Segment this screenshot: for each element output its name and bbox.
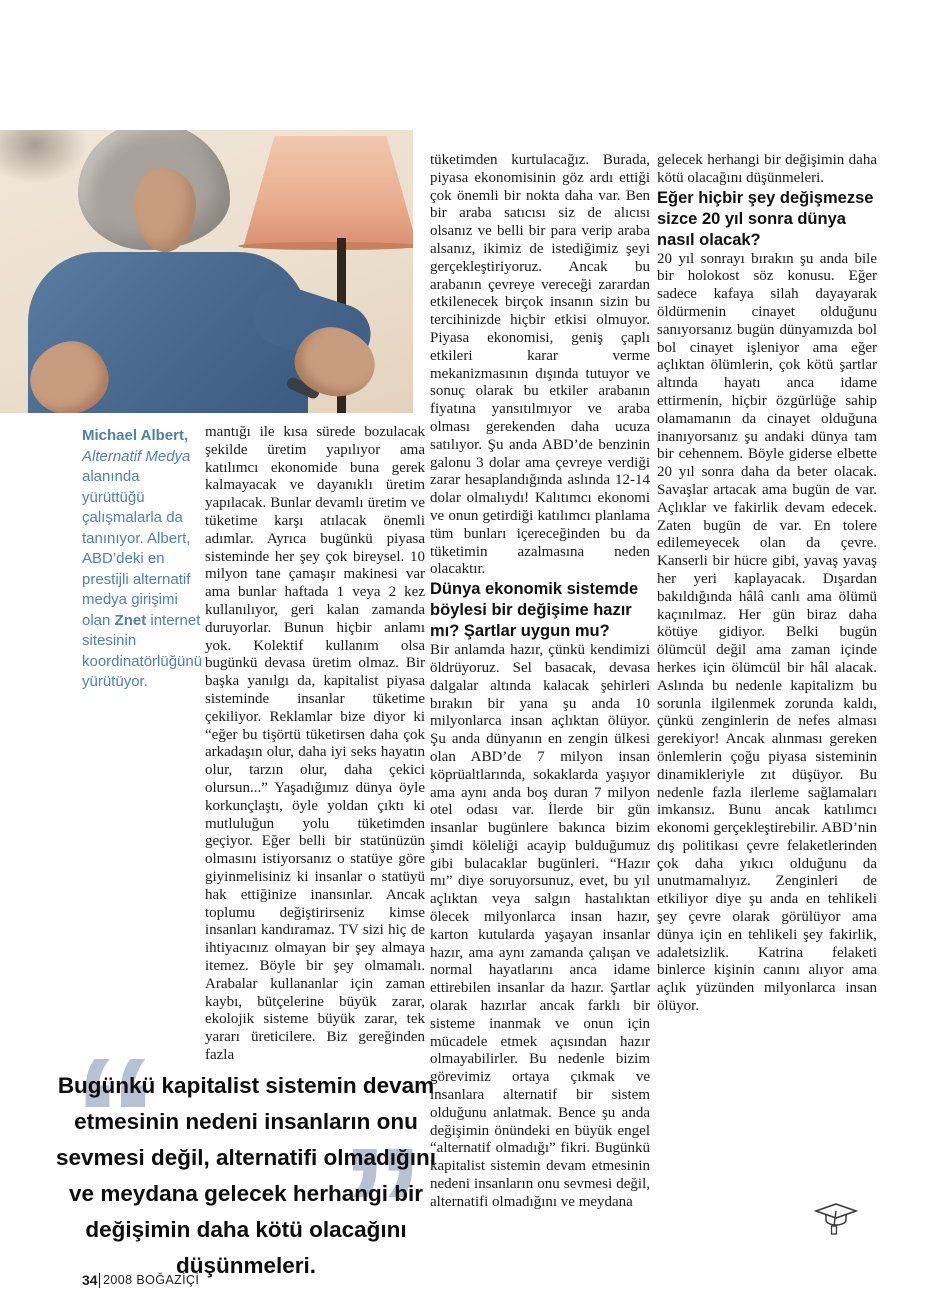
graduation-cap-icon (810, 1198, 862, 1238)
question-heading-20-years: Eğer hiçbir şey değişmezse sizce 20 yıl sonra dünya nasıl olacak? (657, 188, 874, 249)
open-quote-icon: “ (73, 1023, 158, 1213)
close-quote-icon: ” (340, 1113, 425, 1303)
question-heading-economy: Dünya ekonomik sistemde böylesi bir değişime hazır mı? Şartlar uygun mu? (430, 580, 639, 641)
photo-caption (82, 426, 204, 693)
paragraph: mantığı ile kısa sürede bozulacak şekilde üretim yapılıyor ama katılımcı ekonomide buna gerek kalmayacak ve dayanıklı üretim yapılacak. Bunlar devamlı üretim ve tüketime karşı atılacak önemli adımlar. Ayrıca bugünkü piyasa sisteminde her şey çok bireysel. 10 milyon tane çamaşır makinesi var ama bunlar haftada 1 veya 2 kez kullanılıyor, geri kalan zamanda duruyorlar. Bunun hiçbir anlamı yok. Kolektif kullanım olsa bugünkü devasa üretim olmaz. Bir başka yanılgı da, kapitalist piyasa sisteminde insanlar tüketime çekiliyor. Reklamlar bize diyor ki “eğer bu tişörtü tüketirsen daha çok arkadaşın olur, daha iyi seks hayatın olur, tarzın olur, daha çekici olursun...” Yaşadığımız dünya öyle korkunçlaştı, öyle yoldan çıktı ki mutluluğun yolu tüketimden geçiyor. Eğer belli bir statünüzün olmasını istiyorsanız o statüye göre giyinmelisiniz ki insanlar o statüyü hak ettiğinize inansınlar. Ancak toplumu değiştirirseniz kimse insanları kandıramaz. TV sizi hiç de ihtiyacınız olmayan bir şey almaya itemez. Böyle bir şey olmamalı. Arabalar kullananlar için zaman kaybı, bütçelerine büyük zarar, ekolojik sisteme büyük zarar, tek yararı üreticilere. Biz gereğinden fazla (205, 424, 425, 1063)
caption-name: Michael Albert, (82, 427, 189, 444)
caption-text: alanında yürüttüğü çalışmalarla da tanınıyor. Albert, ABD’deki en prestijli alternatif medya girişimi olan (82, 468, 191, 629)
paragraph: tüketimden kurtulacağız. Burada, piyasa ekonomisinin göz ardı ettiği çok önemli bir nokta daha var. Ben bir araba satıcısı siz de alıcısı olsanız ve belli bir para verip araba alsanız, ikimiz de istediğimiz şeyi gerçekleştiriyoruz. Ancak bu arabanın çevreye vereceği zarardan etkilenecek birçok insanın sizin bu tercihinizde hiçbir etkisi olmuyor. Piyasa ekonomisi, geniş çaplı etkileri karar verme mekanizmasının dışında tutuyor ve sonuç olarak bu etkiler arabanın fiyatına yansıtılmıyor ve araba olması gerekenden daha ucuza satılıyor. Şu anda ABD’de benzinin galonu 3 dolar ama çevreye verdiği zarar hesaplandığında aslında 12-14 dolar olmalıydı! Kalıtımcı ekonomi ve onun getirdiği katılımcı planlama tüm bunları içereceğinden bu da tüketimin azalmasına neden olacaktır. (430, 152, 650, 578)
page-number: 34 (82, 1272, 98, 1288)
body-column-2 (205, 424, 425, 1065)
body-column-4 (657, 152, 877, 1016)
body-column-3 (430, 152, 650, 1212)
lamp-rim (238, 242, 413, 250)
caption-tail: internet sitesinin koordinatörlüğünü yürütüyor. (82, 611, 203, 690)
caption-znet: Znet (114, 611, 147, 629)
paragraph: 20 yıl sonrayı bırakın şu anda bile bir holokost söz konusu. Eğer sadece kafaya silah dayayarak öldürmenin cinayet olduğunu sanıyorsanız bugün dünyamızda bol bol cinayet işleniyor ama eğer açlıktan ölümlerin, çok kötü şartlar altında hayatı anca idame ettirmenin, hiçbir özgürlüğe sahip olamamanın da cinayet olduğuna inanıyorsanız şu andaki dünya tam bir cehennem. Böyle giderse elbette 20 yıl sonra daha da beter olacak. Savaşlar artacak ama bugün de var. Açlıklar ve fakirlik devam edecek. Zaten bugün de var. En tolere edilemeyecek olan da çevre. Kanserli bir hücre gibi, yavaş yavaş her yeri kaplayacak. Dışardan bakıldığında hâlâ canlı ama ölümü kaçınılmaz. Her gün biraz daha kötüye gidiyor. Belki bugün ölümcül değil ama zaman içinde herkes için ölümcül bir hâl alacak. Aslında bu nedenle kapitalizm bu sorunla ilgilenmek zorunda kaldı, çünkü zenginlerin de nefes alması gerekiyor! Ancak alınması gereken önlemlerin çoğu piyasa sisteminin dinamikleriyle zıt düşüyor. Bu nedenle fazla ilerleme sağlamaları imkansız. Bunu ancak katılımcı ekonomi gerçekleştirebilir. ABD’nin dış politikası çevre felaketlerinden çok daha yıkıcı olduğunu da unutmamalıyız. Zenginleri de etkiliyor diye şu anda en tehlikeli şey çevre olarak görülüyor ama dünya için en tehlikeli şey fakirlik, adaletsizlik. Katrina felaketi binlerce kişinin canını alıyor ama açlık yüzünden milyonlarca insan ölüyor. (657, 250, 877, 1015)
caption-work-title: Alternatif Medya (82, 447, 191, 465)
paragraph: gelecek herhangi bir değişimin daha kötü olacağını düşünmeleri. (657, 152, 877, 186)
magazine-title: 2008 BOĞAZİÇİ (103, 1273, 200, 1287)
pull-quote-text: Bugünkü kapitalist sistemin devam etmesinin nedeni insanların onu sevmesi değil, alternatifi olmadığını ve meydana gelecek herhangi bir değişimin daha kötü olacağını düşünmeleri. (55, 1073, 437, 1278)
paragraph: Bir anlamda hazır, çünkü kendimizi öldrüyoruz. Sel basacak, devasa dalgalar altında kalacak şehirleri bırakın bir yana şu anda 10 milyonlarca insan açlıktan ölüyor. Şu anda dünyanın en zengin ülkesi olan ABD’de 7 milyon insan köprüaltlarında, sokaklarda yaşıyor ama aynı anda boş duran 7 milyon otel odası var. İlerde bir gün insanlar bugünlere bakınca bizim şimdi köleliği acayip bulduğumuz gibi bulacaklar bugünleri. “Hazır mı” diye soruyorsunuz, evet, bu yıl açlıktan veya salgın hastalıktan ölecek milyonlarca insan hazır, karton kutularda yaşayan insanlar hazır, ama aynı zamanda çalışan ve normal hayatlarını anca idame ettirebilen insanlar da hazır. Şartlar olarak hazırlar ancak farklı bir sisteme inanmak ve onun için mücadele etmek açısından hazır olmayabilirler. Bu nedenle bizim görevimiz ortaya çıkmak ve insanlara alternatif bir sistem olduğunu anlatmak. Bence şu anda değişimin önündeki en büyük engel “alternatif olmadığı” fikri. Bugünkü kapitalist sistemin devam etmesinin nedeni insanların onu sevmesi değil, alternatifi olmadığını ve meydana (430, 642, 650, 1210)
photo-michael-albert (0, 130, 413, 413)
lamp-shade (243, 136, 413, 248)
